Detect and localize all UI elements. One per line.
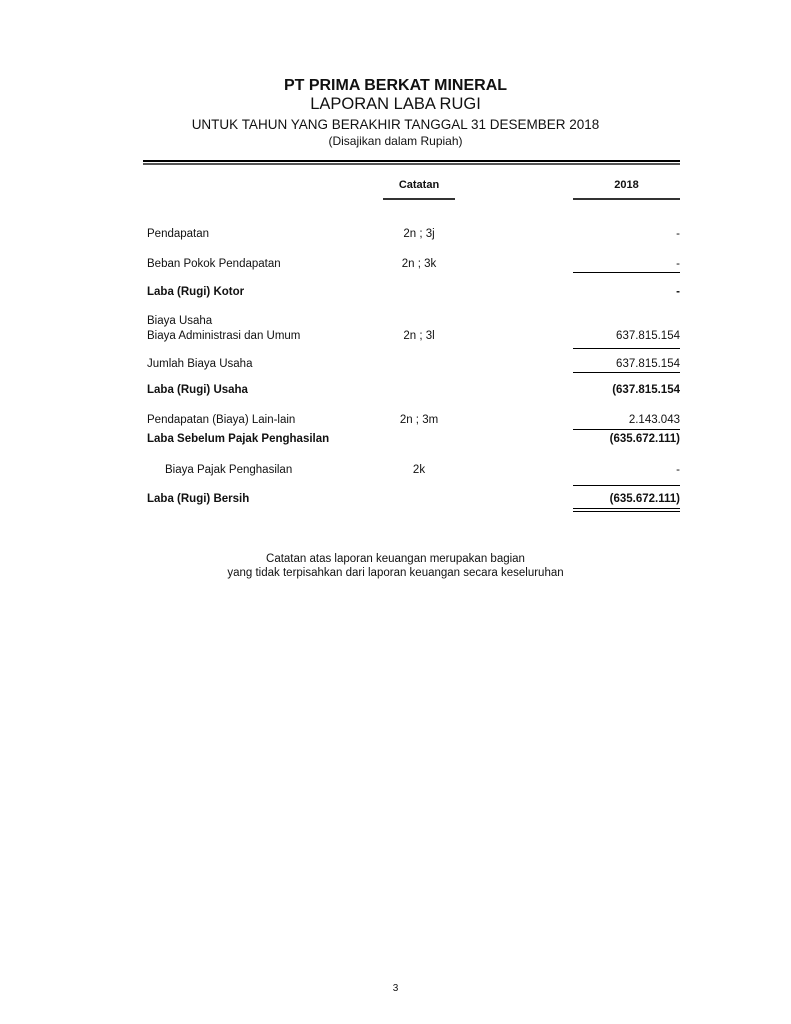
row-note: 2k	[412, 464, 426, 476]
column-header-year: 2018	[614, 179, 639, 191]
row-amount: (635.672.111)	[609, 433, 680, 445]
row-amount: -	[676, 228, 680, 240]
row-amount: (637.815.154	[612, 384, 680, 396]
row-note: 2n ; 3j	[403, 228, 435, 240]
row-amount: (635.672.111)	[609, 493, 680, 505]
row-label: Laba Sebelum Pajak Penghasilan	[147, 433, 330, 445]
subtotal-line	[573, 348, 680, 349]
row-label: Biaya Usaha	[147, 315, 213, 327]
subtotal-line	[573, 372, 680, 373]
row-label: Laba (Rugi) Bersih	[147, 493, 250, 505]
row-label: Biaya Administrasi dan Umum	[147, 330, 301, 342]
subtotal-line	[573, 485, 680, 486]
row-label: Pendapatan	[147, 228, 210, 240]
row-amount: 2.143.043	[628, 414, 680, 426]
notes-header-underline	[383, 198, 455, 200]
report-title: LAPORAN LABA RUGI	[310, 95, 481, 113]
footer-note-line-1: Catatan atas laporan keuangan merupakan bagian	[266, 553, 525, 565]
row-label: Pendapatan (Biaya) Lain-lain	[147, 414, 296, 426]
column-header-notes: Catatan	[398, 179, 440, 191]
row-amount: -	[676, 464, 680, 476]
footer-note-line-2: yang tidak terpisahkan dari laporan keuangan secara keseluruhan	[227, 567, 564, 579]
header-rule-secondary	[143, 163, 680, 165]
row-label: Beban Pokok Pendapatan	[147, 258, 281, 270]
currency-note: (Disajikan dalam Rupiah)	[328, 134, 463, 148]
row-amount: 637.815.154	[616, 330, 680, 342]
footer-note	[0, 552, 791, 580]
row-amount: -	[676, 286, 680, 298]
row-note: 2n ; 3l	[403, 330, 435, 342]
header-rule	[143, 160, 680, 162]
page-number: 3	[392, 983, 399, 994]
subtotal-line	[573, 272, 680, 273]
total-double-line-top	[573, 508, 680, 509]
company-name: PT PRIMA BERKAT MINERAL	[283, 77, 508, 94]
row-label: Laba (Rugi) Usaha	[147, 384, 248, 396]
total-double-line-bottom	[573, 511, 680, 512]
year-header-underline	[573, 198, 680, 200]
row-note: 2n ; 3k	[401, 258, 437, 270]
row-label: Jumlah Biaya Usaha	[147, 358, 253, 370]
row-label: Laba (Rugi) Kotor	[147, 286, 245, 298]
report-period: UNTUK TAHUN YANG BERAKHIR TANGGAL 31 DESEMBER 2018	[191, 117, 600, 132]
subtotal-line	[573, 429, 680, 430]
row-note: 2n ; 3m	[399, 414, 439, 426]
row-amount: -	[676, 258, 680, 270]
row-label: Biaya Pajak Penghasilan	[165, 464, 293, 476]
row-amount: 637.815.154	[616, 358, 680, 370]
